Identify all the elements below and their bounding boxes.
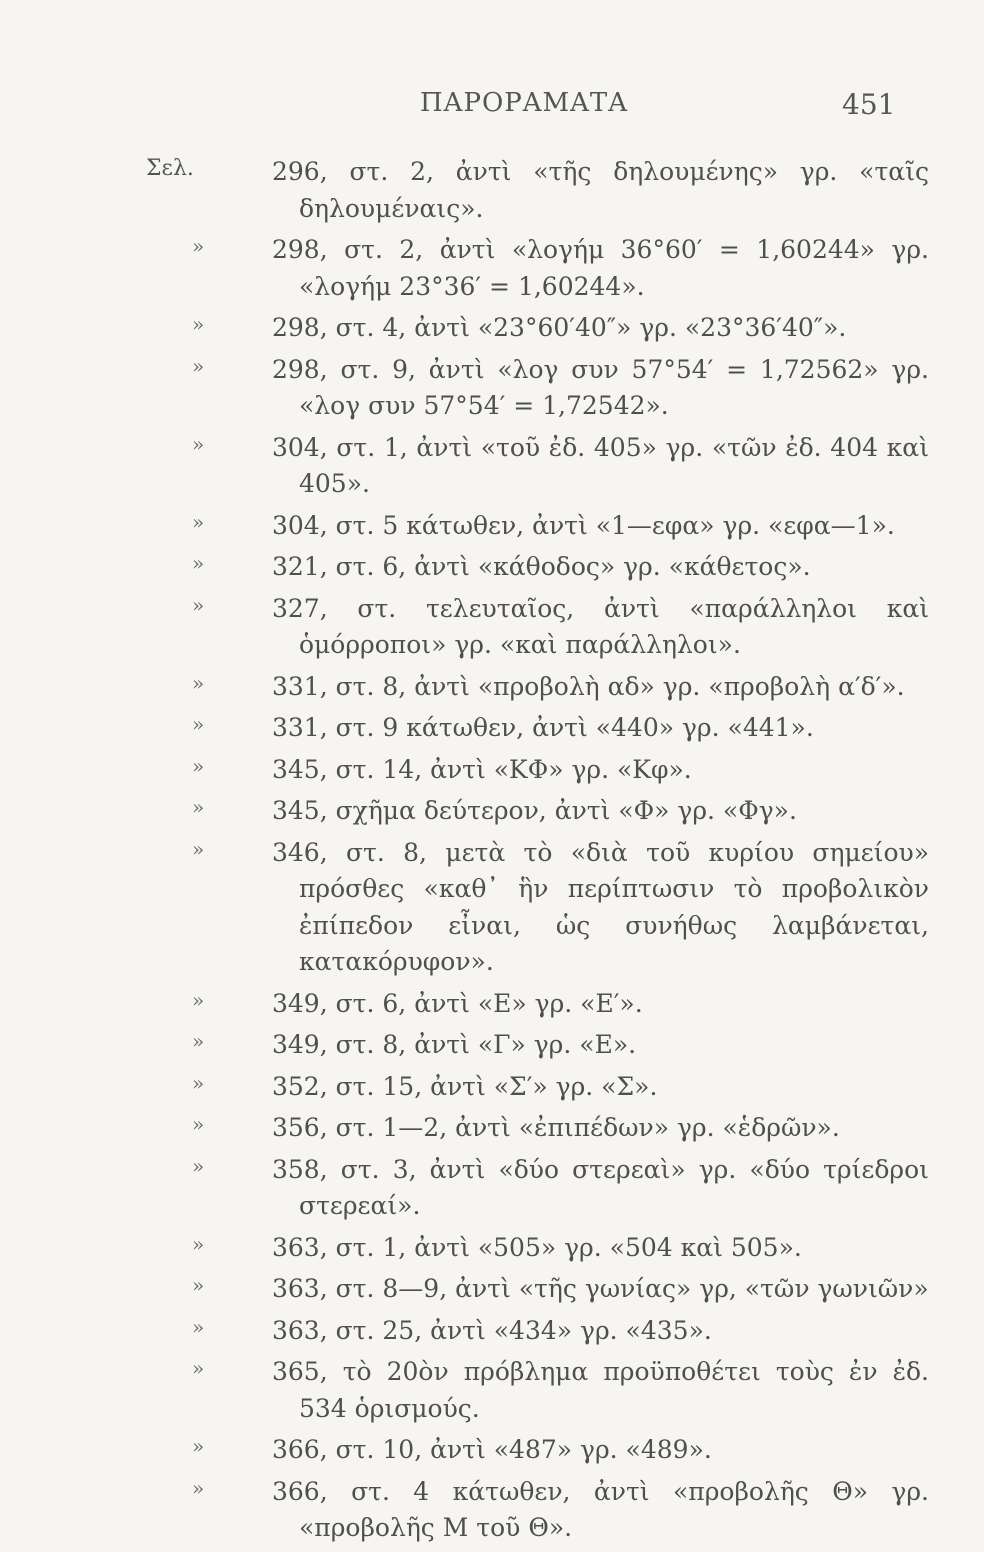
entry-text: 363, στ. 8—9, ἀντὶ «τῆς γωνίας» γρ, «τῶν γωνιῶν» (272, 1274, 929, 1303)
entry-text: 346, στ. 8, μετὰ τὸ «διὰ τοῦ κυρίου σημείου» πρόσθες «καθ᾽ ἣν περίπτωσιν τὸ προβολικὸν ἐπίπεδον εἶναι, ὡς συνήθως λαμβάνεται, κατακόρυφον». (272, 837, 929, 976)
errata-entry (0, 1474, 984, 1547)
entry-text: 298, στ. 9, ἀντὶ «λογ συν 57°54′ = 1,72562» γρ. «λογ συν 57°54′ = 1,72542». (272, 354, 929, 420)
entry-text: 349, στ. 8, ἀντὶ «Γ» γρ. «Ε». (272, 1030, 637, 1059)
entry-text: 296, στ. 2, ἀντὶ «τῆς δηλουμένης» γρ. «ταῖς δηλουμέναις». (272, 157, 929, 223)
entry-text: 345, στ. 14, ἀντὶ «ΚΦ» γρ. «Κφ». (272, 754, 692, 784)
errata-entry (0, 835, 984, 981)
errata-entry (0, 310, 984, 347)
ditto-mark: » (192, 795, 205, 819)
entry-text: 366, στ. 10, ἀντὶ «487» γρ. «489». (272, 1435, 712, 1464)
entry-text: 356, στ. 1—2, ἀντὶ «ἐπιπέδων» γρ. «ἑδρῶν». (272, 1113, 840, 1142)
errata-entry (0, 1110, 984, 1147)
ditto-mark: » (192, 1231, 205, 1256)
entry-text: 331, στ. 9 κάτωθεν, ἀντὶ «440» γρ. «441». (272, 713, 814, 742)
page-number: 451 (842, 88, 896, 121)
ditto-mark: » (192, 987, 205, 1012)
ditto-mark: » (192, 312, 205, 336)
entry-text: 363, στ. 1, ἀντὶ «505» γρ. «504 καὶ 505». (272, 1232, 802, 1262)
entry-text: 298, στ. 2, ἀντὶ «λογήμ 36°60′ = 1,60244» γρ. «λογήμ 23°36′ = 1,60244». (272, 235, 929, 301)
entry-text: 304, στ. 5 κάτωθεν, ἀντὶ «1—εφα» γρ. «εφα—1». (272, 510, 895, 540)
errata-entry (0, 1313, 984, 1350)
errata-list (0, 154, 984, 1552)
entry-text: 365, τὸ 20ὸν πρόβλημα προϋποθέτει τοὺς ἐν ἐδ. 534 ὁρισμούς. (272, 1357, 929, 1423)
entry-text: 321, στ. 6, ἀντὶ «κάθοδος» γρ. «κάθετος». (272, 552, 811, 581)
ditto-mark: » (192, 712, 205, 736)
ditto-mark: » (192, 1112, 205, 1136)
running-title: ΠΑΡΟΡΑΜΑΤΑ (420, 88, 629, 118)
entry-text: 363, στ. 25, ἀντὶ «434» γρ. «435». (272, 1315, 712, 1345)
errata-entry (0, 1027, 984, 1064)
ditto-mark: » (192, 592, 205, 617)
ditto-mark: » (192, 431, 205, 456)
entry-text: 304, στ. 1, ἀντὶ «τοῦ ἐδ. 405» γρ. «τῶν ἐδ. 404 καὶ 405». (272, 432, 929, 498)
ditto-mark: » (192, 670, 205, 695)
errata-entry (0, 752, 984, 789)
errata-entry (0, 591, 984, 664)
errata-entry (0, 232, 984, 305)
errata-entry (0, 1230, 984, 1267)
errata-entry (0, 1354, 984, 1427)
entry-text: 366, στ. 4 κάτωθεν, ἀντὶ «προβολῆς Θ» γρ. «προβολῆς Μ τοῦ Θ». (272, 1476, 929, 1542)
ditto-mark: » (192, 1070, 205, 1095)
errata-entry (0, 793, 984, 830)
entry-text: 352, στ. 15, ἀντὶ «Σ′» γρ. «Σ». (272, 1071, 658, 1101)
errata-entry (0, 352, 984, 425)
entry-text: 327, στ. τελευταῖος, ἀντὶ «παράλληλοι καὶ ὁμόρροποι» γρ. «καὶ παράλληλοι». (272, 593, 929, 659)
ditto-mark: » (192, 551, 205, 575)
errata-entry (0, 508, 984, 545)
ditto-mark: » (192, 1314, 205, 1339)
errata-entry (0, 710, 984, 747)
entry-text: 358, στ. 3, ἀντὶ «δύο στερεαὶ» γρ. «δύο τρίεδροι στερεαί». (272, 1154, 929, 1220)
ditto-mark: » (192, 234, 205, 258)
ditto-mark: » (192, 1029, 205, 1053)
entry-text: 331, στ. 8, ἀντὶ «προβολὴ αδ» γρ. «προβολὴ α′δ′». (272, 671, 905, 701)
ditto-mark: » (192, 1273, 205, 1297)
entry-text: 298, στ. 4, ἀντὶ «23°60′40″» γρ. «23°36′40″». (272, 313, 847, 342)
ditto-mark: » (192, 353, 205, 378)
errata-entry (0, 1271, 984, 1308)
ditto-mark: » (192, 1356, 205, 1380)
ditto-mark: » (192, 509, 205, 534)
errata-entry (0, 154, 984, 227)
ditto-mark: » (192, 1475, 205, 1500)
running-head (0, 88, 984, 128)
errata-entry (0, 430, 984, 503)
entry-text: 349, στ. 6, ἀντὶ «Ε» γρ. «Ε′». (272, 988, 643, 1018)
errata-entry (0, 669, 984, 706)
ditto-mark: » (192, 1434, 205, 1458)
ditto-mark: » (192, 753, 205, 778)
errata-entry (0, 1069, 984, 1106)
errata-entry (0, 549, 984, 586)
page-abbrev-label: Σελ. (146, 156, 194, 181)
errata-entry (0, 1432, 984, 1469)
errata-entry (0, 986, 984, 1023)
entry-text: 345, σχῆμα δεύτερον, ἀντὶ «Φ» γρ. «Φγ». (272, 796, 797, 825)
ditto-mark: » (192, 836, 205, 861)
errata-entry (0, 1152, 984, 1225)
ditto-mark: » (192, 1153, 205, 1178)
